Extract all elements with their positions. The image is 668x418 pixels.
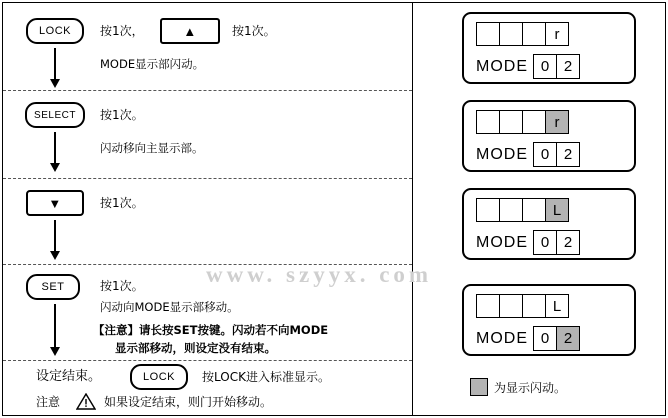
down-arrow-button-step3[interactable]: ▼	[26, 190, 84, 216]
mode-cell: 0	[533, 230, 557, 255]
step4-caution-line2: 显示部移动，则设定没有结束。	[115, 341, 276, 355]
mode-label: MODE	[476, 233, 528, 251]
mode-cell: 2	[556, 54, 580, 79]
footer-caution-text: 如果设定结束，则门开始移动。	[104, 395, 273, 409]
column-divider	[412, 2, 413, 416]
display-cell: r	[545, 22, 569, 46]
mode-label: MODE	[476, 329, 528, 347]
mode-cell: 0	[533, 142, 557, 167]
mode-cell: 0	[533, 326, 557, 351]
display-cell	[476, 198, 500, 222]
display-cell	[522, 22, 546, 46]
row-separator-2	[3, 178, 412, 179]
select-button-step2[interactable]: SELECT	[25, 102, 85, 128]
mode-cell: 2	[556, 142, 580, 167]
display-cell-blinking: r	[545, 110, 569, 134]
flow-arrow-4	[54, 304, 56, 348]
set-button-step4[interactable]: SET	[26, 274, 80, 300]
legend-swatch-icon	[470, 378, 488, 396]
warning-triangle-icon	[76, 393, 96, 412]
step3-instruction: 按1次。	[100, 196, 144, 210]
legend-text: 为显示闪动。	[494, 380, 567, 395]
setting-end-label: 设定结束。	[36, 369, 102, 384]
mode-display-row-4	[476, 326, 580, 351]
legend	[470, 378, 566, 396]
main-display-row-1	[476, 22, 569, 46]
display-cell	[499, 110, 523, 134]
display-cell	[522, 294, 546, 318]
footer-row	[0, 362, 412, 416]
flow-arrow-3	[54, 220, 56, 252]
step1-note: MODE显示部闪动。	[100, 57, 205, 71]
step1-instruction-2: 按1次。	[232, 24, 276, 38]
step4-caution-line1: 【注意】请长按SET按键。闪动若不向MODE	[93, 323, 329, 337]
main-display-row-4	[476, 294, 569, 318]
row-separator-1	[3, 90, 412, 91]
mode-display-row-2	[476, 142, 580, 167]
step-row-3	[0, 180, 412, 264]
display-cell	[476, 294, 500, 318]
up-arrow-button-step1[interactable]: ▲	[160, 18, 220, 44]
display-cell	[499, 198, 523, 222]
main-display-row-3	[476, 198, 569, 222]
step-row-1	[0, 4, 412, 90]
step2-note: 闪动移向主显示部。	[100, 141, 204, 155]
display-panel-3	[462, 188, 636, 260]
flow-arrow-1	[54, 48, 56, 80]
step-row-2	[0, 92, 412, 178]
mode-display-row-3	[476, 230, 580, 255]
display-panel-4	[462, 284, 636, 356]
mode-label: MODE	[476, 57, 528, 75]
display-cell: L	[545, 294, 569, 318]
step4-note: 闪动向MODE显示部移动。	[100, 300, 239, 314]
flow-arrow-2	[54, 132, 56, 164]
mode-cell-blinking: 2	[556, 326, 580, 351]
display-panel-2	[462, 100, 636, 172]
display-cell	[522, 110, 546, 134]
caution-label: 注意	[36, 395, 61, 409]
display-cell	[476, 110, 500, 134]
mode-cell: 2	[556, 230, 580, 255]
row-separator-3	[3, 264, 412, 265]
step1-instruction: 按1次，	[100, 24, 144, 38]
mode-cell: 0	[533, 54, 557, 79]
display-panel-1	[462, 12, 636, 84]
lock-button-step1[interactable]: LOCK	[26, 18, 84, 44]
row-separator-4	[3, 360, 412, 361]
lock-button-footer[interactable]: LOCK	[130, 364, 188, 390]
display-cell	[522, 198, 546, 222]
display-cell	[476, 22, 500, 46]
footer-lock-text: 按LOCK进入标准显示。	[202, 370, 330, 384]
step4-instruction: 按1次。	[100, 279, 144, 293]
display-cell	[499, 294, 523, 318]
step2-instruction: 按1次。	[100, 108, 144, 122]
step-row-4	[0, 266, 412, 360]
display-cell	[499, 22, 523, 46]
watermark: www. szyyx. com	[206, 262, 433, 287]
mode-display-row-1	[476, 54, 580, 79]
main-display-row-2	[476, 110, 569, 134]
mode-label: MODE	[476, 145, 528, 163]
display-cell-blinking: L	[545, 198, 569, 222]
